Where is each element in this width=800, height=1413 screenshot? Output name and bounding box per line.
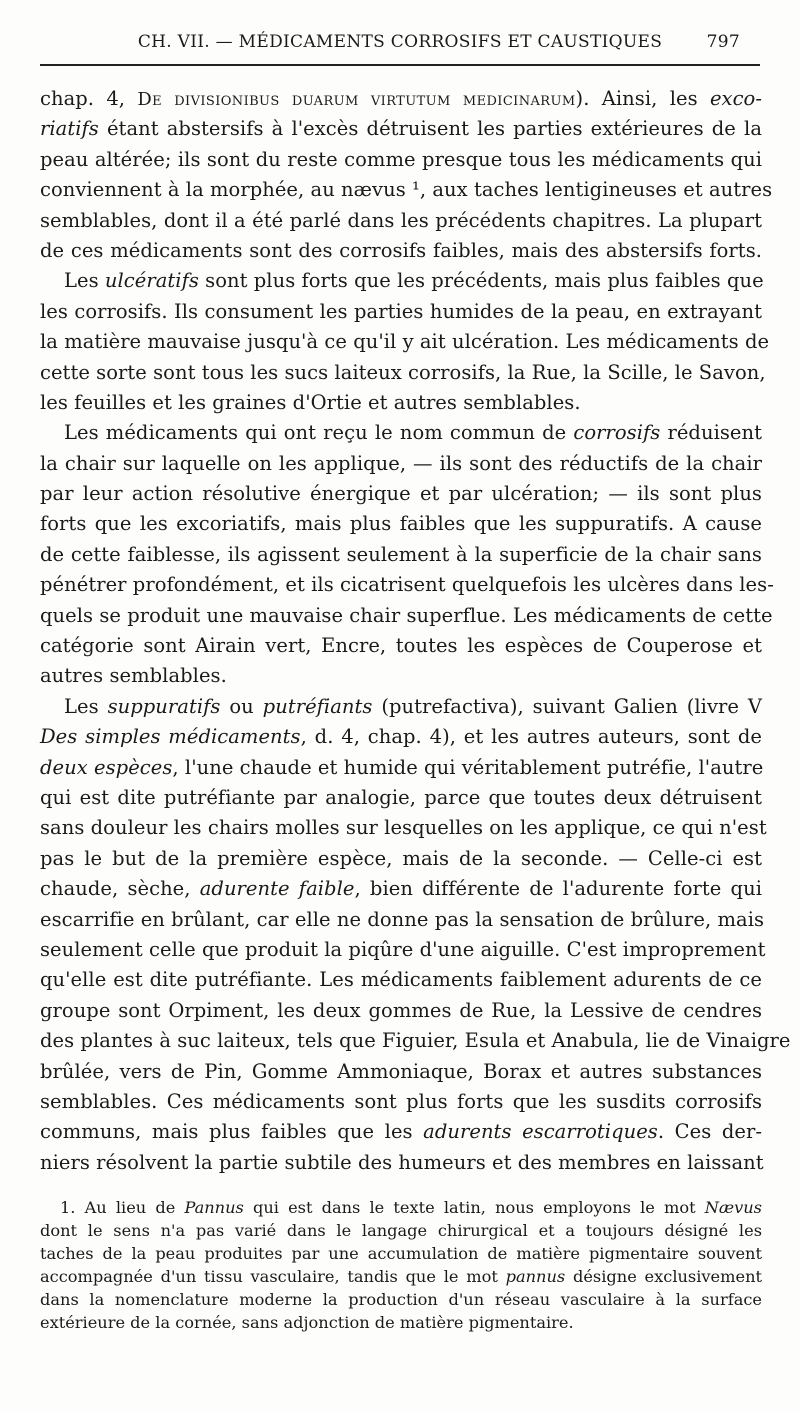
footnote-line: accompagnée d'un tissu vasculaire, tandis que le mot pannus désigne exclusivement bbox=[40, 1267, 762, 1286]
text-line: qu'elle est dite putréfiante. Les médicaments faiblement adurents de ce bbox=[40, 968, 762, 992]
footnote-line: dans la nomenclature moderne la production d'un réseau vasculaire à la surface bbox=[40, 1290, 762, 1309]
footnote bbox=[40, 1196, 762, 1334]
text-line: deux espèces, l'une chaude et humide qui véritablement putréfie, l'autre bbox=[40, 755, 764, 779]
text-line: Les médicaments qui ont reçu le nom commun de corrosifs réduisent bbox=[64, 421, 763, 445]
text-line: communs, mais plus faibles que les adurents escarrotiques. Ces der- bbox=[40, 1120, 762, 1144]
text-line: Des simples médicaments, d. 4, chap. 4), et les autres auteurs, sont de bbox=[40, 725, 762, 749]
text-line: riatifs étant abstersifs à l'excès détruisent les parties extérieures de la bbox=[40, 117, 762, 141]
text-line: brûlée, vers de Pin, Gomme Ammoniaque, Borax et autres substances bbox=[40, 1059, 762, 1083]
chapter-title: CH. VII. — MÉDICAMENTS CORROSIFS ET CAUSTIQUES bbox=[137, 32, 663, 52]
text-line: pénétrer profondément, et ils cicatrisent quelquefois les ulcères dans les- bbox=[40, 573, 774, 597]
text-line: seulement celle que produit la piqûre d'une aiguille. C'est improprement bbox=[40, 937, 766, 961]
main-text bbox=[40, 84, 791, 1178]
text-line: Les suppuratifs ou putréfiants (putrefactiva), suivant Galien (livre V bbox=[64, 694, 763, 718]
text-line: chap. 4, De divisionibus duarum virtutum medicinarum). Ainsi, les exco- bbox=[40, 87, 762, 110]
text-line: cette sorte sont tous les sucs laiteux corrosifs, la Rue, la Scille, le Savon, bbox=[40, 360, 766, 384]
text-line: conviennent à la morphée, au nævus ¹, aux taches lentigineuses et autres bbox=[40, 178, 773, 202]
text-line: autres semblables. bbox=[40, 664, 227, 688]
text-line: quels se produit une mauvaise chair superflue. Les médicaments de cette bbox=[40, 603, 773, 627]
text-line: les corrosifs. Ils consument les parties humides de la peau, en extrayant bbox=[40, 299, 762, 323]
text-line: catégorie sont Airain vert, Encre, toutes les espèces de Couperose et bbox=[40, 634, 762, 658]
text-line: forts que les excoriatifs, mais plus faibles que les suppuratifs. A cause bbox=[40, 512, 762, 536]
text-line: qui est dite putréfiante par analogie, parce que toutes deux détruisent bbox=[40, 785, 762, 809]
text-line: niers résolvent la partie subtile des humeurs et des membres en laissant bbox=[40, 1150, 764, 1174]
text-line: peau altérée; ils sont du reste comme presque tous les médicaments qui bbox=[40, 147, 762, 171]
header-rule bbox=[40, 64, 760, 66]
text-line: escarrifie en brûlant, car elle ne donne pas la sensation de brûlure, mais bbox=[40, 907, 765, 931]
text-line: semblables. Ces médicaments sont plus forts que les susdits corrosifs bbox=[40, 1089, 762, 1113]
text-line: chaude, sèche, adurente faible, bien différente de l'adurente forte qui bbox=[40, 877, 762, 901]
running-header bbox=[40, 30, 760, 58]
footnote-line: taches de la peau produites par une accumulation de matière pigmentaire souvent bbox=[40, 1244, 762, 1263]
text-line: les feuilles et les graines d'Ortie et autres semblables. bbox=[40, 390, 581, 414]
text-line: groupe sont Orpiment, les deux gommes de Rue, la Lessive de cendres bbox=[40, 998, 762, 1022]
text-line: la matière mauvaise jusqu'à ce qu'il y ait ulcération. Les médicaments de bbox=[40, 330, 770, 354]
text-line: pas le but de la première espèce, mais de la seconde. — Celle-ci est bbox=[40, 846, 762, 870]
text-line: semblables, dont il a été parlé dans les précédents chapitres. La plupart bbox=[40, 208, 762, 232]
text-line: des plantes à suc laiteux, tels que Figuier, Esula et Anabula, lie de Vinaigre bbox=[40, 1029, 791, 1053]
footnote-line: 1. Au lieu de Pannus qui est dans le texte latin, nous employons le mot Nævus bbox=[60, 1198, 762, 1217]
text-line: sans douleur les chairs molles sur lesquelles on les applique, ce qui n'est bbox=[40, 816, 767, 840]
text-line: la chair sur laquelle on les applique, — ils sont des réductifs de la chair bbox=[40, 451, 762, 475]
text-line: Les ulcératifs sont plus forts que les précédents, mais plus faibles que bbox=[64, 269, 764, 293]
footnote-line: dont le sens n'a pas varié dans le langage chirurgical et a toujours désigné les bbox=[40, 1221, 762, 1240]
text-line: par leur action résolutive énergique et par ulcération; — ils sont plus bbox=[40, 482, 762, 506]
footnote-line: extérieure de la cornée, sans adjonction de matière pigmentaire. bbox=[40, 1313, 574, 1332]
text-line: de cette faiblesse, ils agissent seulement à la superficie de la chair sans bbox=[40, 542, 762, 566]
text-line: de ces médicaments sont des corrosifs faibles, mais des abstersifs forts. bbox=[40, 238, 762, 262]
page-number: 797 bbox=[706, 32, 740, 52]
